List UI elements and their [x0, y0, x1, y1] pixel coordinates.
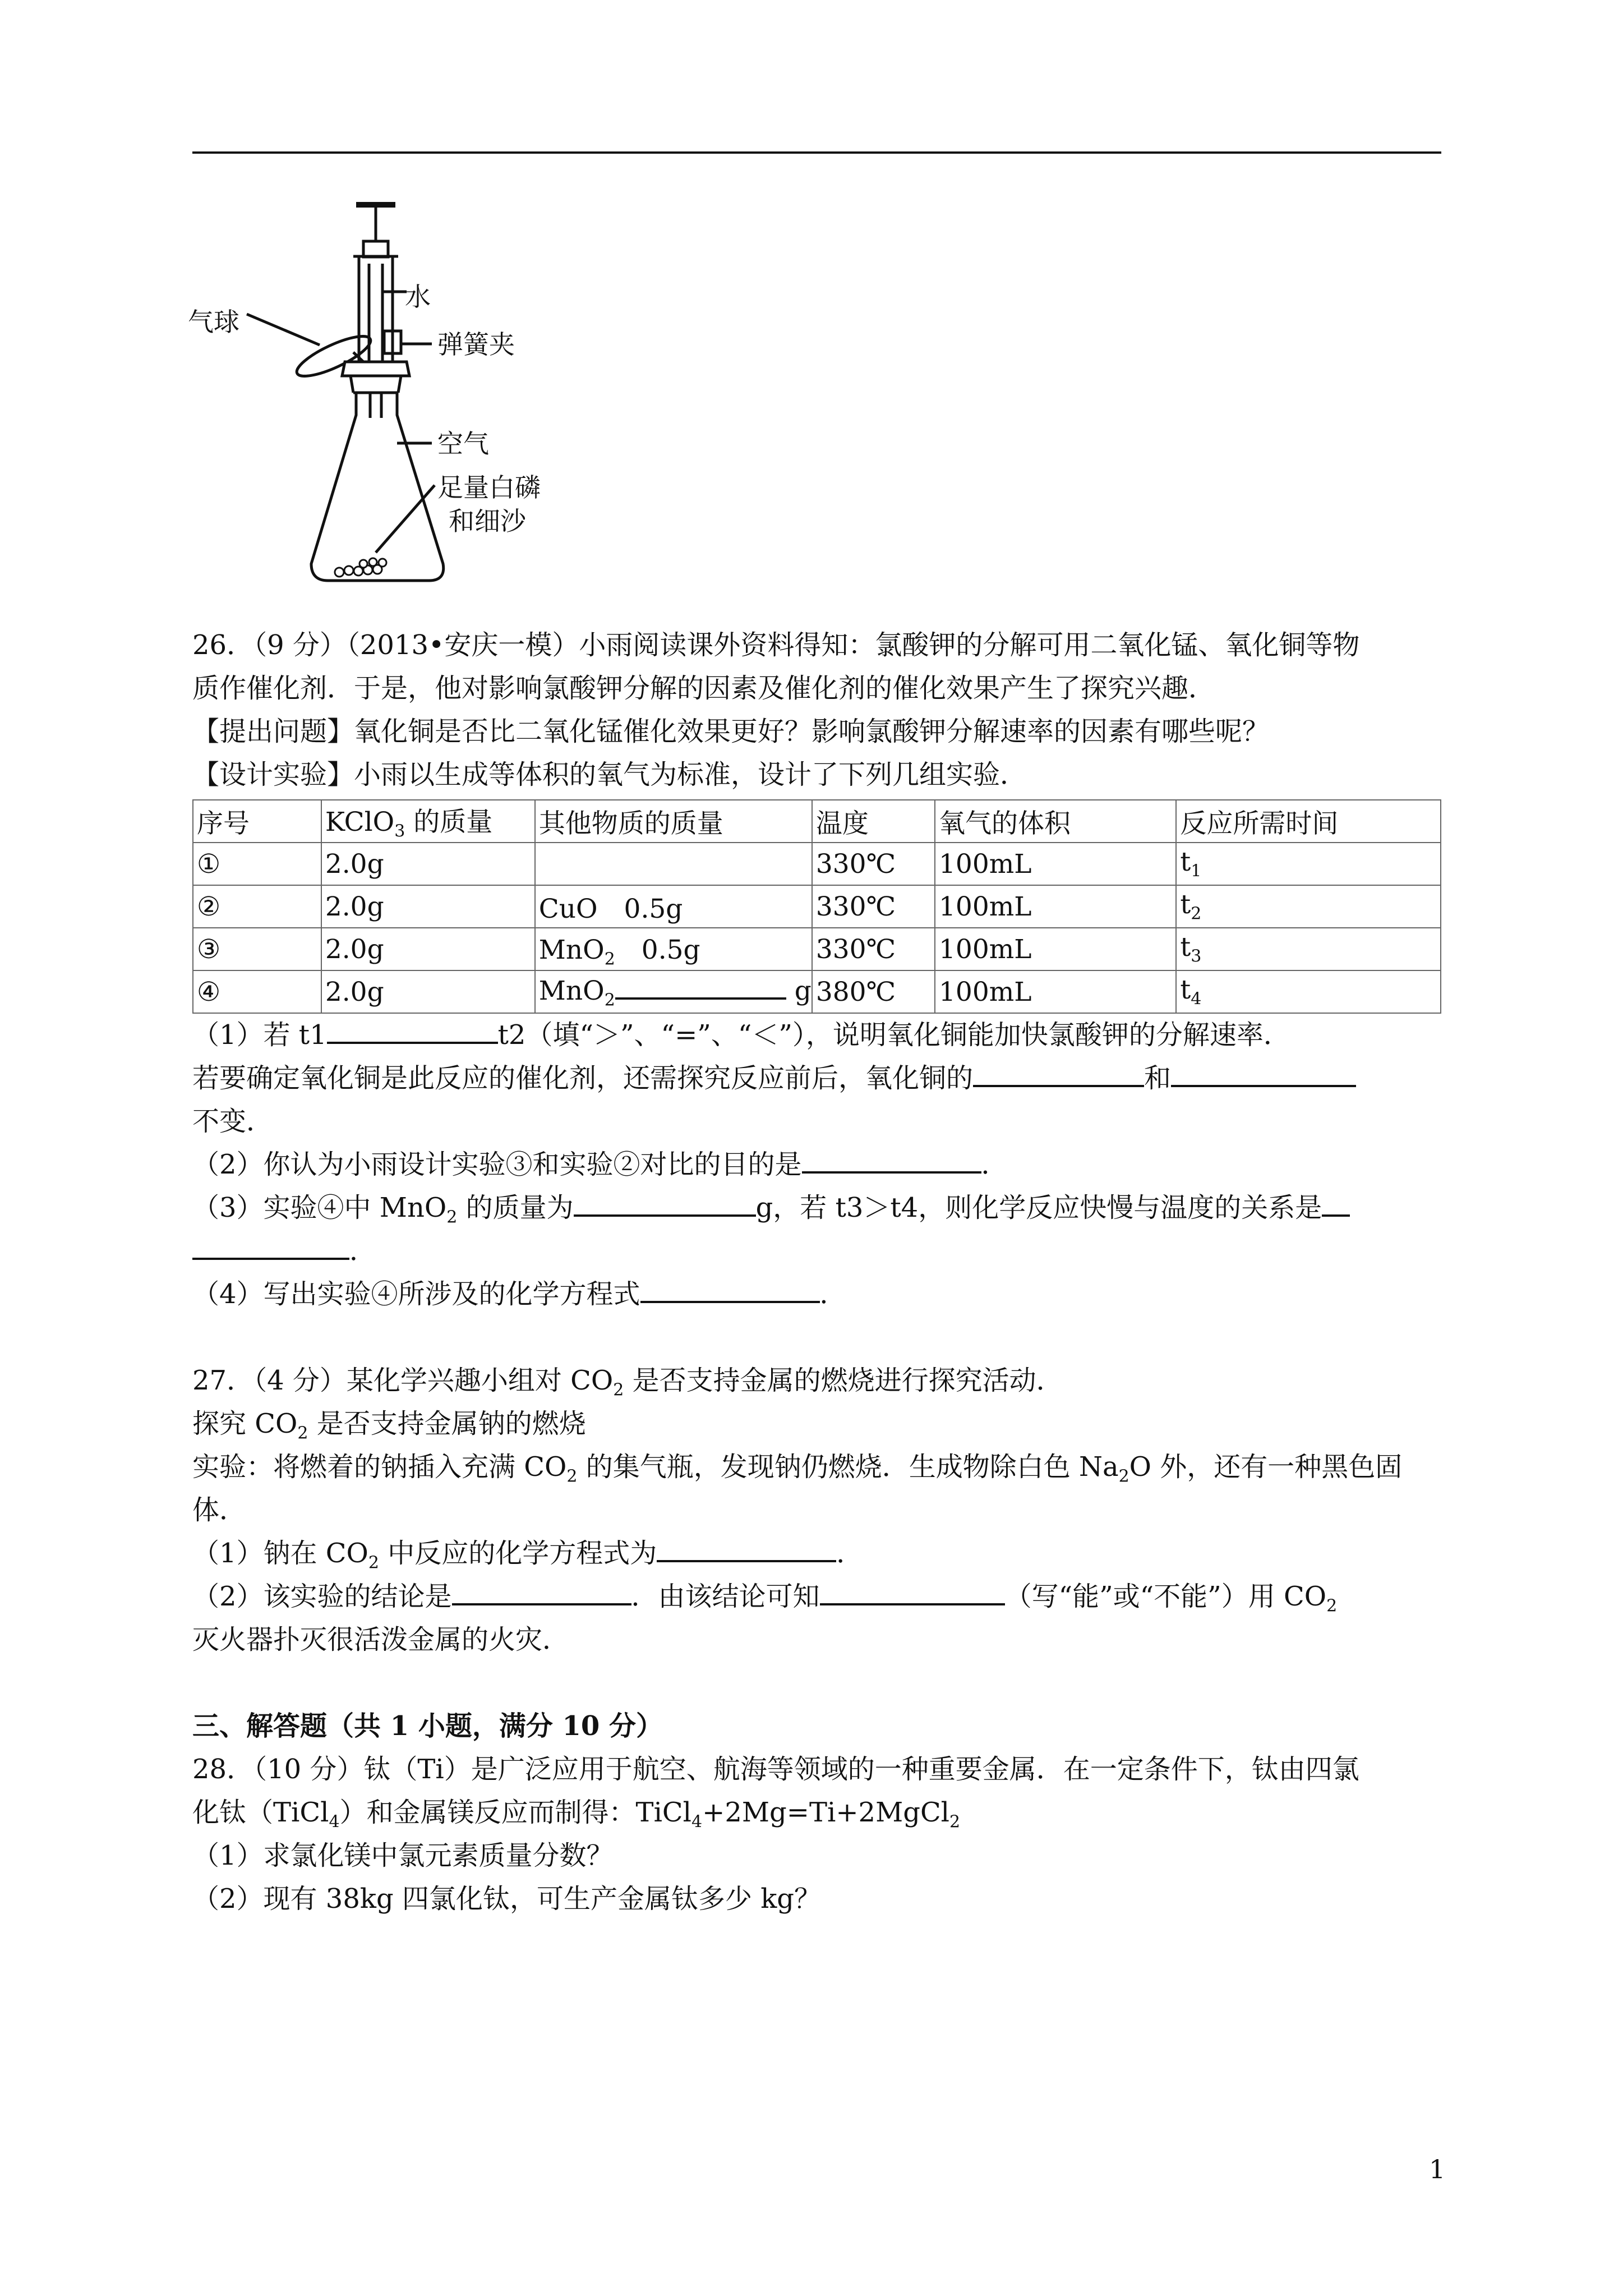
table-header-row: [193, 800, 1441, 843]
table-cell: 330℃: [812, 843, 935, 885]
label-air: 空气: [437, 429, 489, 459]
table-cell: 2.0g: [321, 928, 535, 970]
table-cell: ①: [193, 843, 321, 885]
header-rule: [192, 151, 1441, 154]
answer-blank[interactable]: [1322, 1191, 1350, 1217]
table-row: [193, 928, 1441, 970]
table-cell: 100mL: [935, 843, 1176, 885]
q27-line2: 探究 $CO_2$ 是否支持金属钠的燃烧: [192, 1408, 586, 1443]
q26-line3: 【提出问题】氧化铜是否比二氧化锰催化效果更好？影响氯酸钾分解速率的因素有哪些呢？: [192, 716, 1270, 747]
answer-blank[interactable]: [640, 1277, 820, 1303]
q27-line4: 体．: [192, 1494, 247, 1526]
q26-sub1-end: 不变．: [192, 1106, 274, 1137]
q27-sub2: （2）该实验的结论是 ．由该结论可知 （写“能”或“不能”）用 $CO_2$: [192, 1581, 1338, 1616]
q26-line4: 【设计实验】小雨以生成等体积的氧气为标准，设计了下列几组实验．: [192, 759, 1027, 790]
answer-blank[interactable]: [802, 1148, 981, 1174]
answer-blank[interactable]: [327, 1018, 498, 1044]
table-header: 序号: [193, 800, 321, 843]
answer-blank[interactable]: [452, 1580, 631, 1605]
table-cell: $t_3$: [1176, 928, 1441, 970]
answer-blank[interactable]: [820, 1580, 1005, 1605]
label-fine-sand: 和细沙: [449, 506, 526, 536]
label-white-phosphorus: 足量白磷: [437, 472, 541, 503]
section-heading: 三、解答题（共 1 小题，满分 10 分）: [192, 1710, 663, 1742]
answer-blank[interactable]: [657, 1536, 836, 1562]
answer-blank[interactable]: [192, 1234, 349, 1260]
table-cell: [535, 843, 812, 885]
answer-blank[interactable]: [973, 1061, 1144, 1087]
table-cell: MnO$_2$ 0.5g: [535, 928, 812, 970]
table-header: 反应所需时间: [1176, 800, 1441, 843]
table-header: 氧气的体积: [935, 800, 1176, 843]
table-cell: $t_4$: [1176, 970, 1441, 1013]
q26-line1: 26．（9 分）（2013•安庆一模）小雨阅读课外资料得知：氯酸钾的分解可用二氧化锰、氧化铜等物: [192, 629, 1360, 661]
answer-blank[interactable]: [574, 1191, 756, 1217]
q26-line2: 质作催化剂．于是，他对影响氯酸钾分解的因素及催化剂的催化效果产生了探究兴趣．: [192, 673, 1216, 704]
table-header: 其他物质的质量: [535, 800, 812, 843]
table-cell: 380℃: [812, 970, 935, 1013]
q27-sub1: （1）钠在 $CO_2$ 中反应的化学方程式为 ．: [192, 1538, 864, 1573]
label-spring-clip: 弹簧夹: [437, 329, 515, 360]
table-cell: 330℃: [812, 928, 935, 970]
page-number: 1: [1429, 2154, 1446, 2184]
table-cell: CuO 0.5g: [535, 885, 812, 928]
q26-sub1: （1）若 t1 t2（填“＞”、“=”、“＜”），说明氧化铜能加快氯酸钾的分解速率．: [192, 1019, 1290, 1051]
q26-sub4: （4）写出实验④所涉及的化学方程式 ．: [192, 1278, 847, 1310]
q27-line3: 实验：将燃着的钠插入充满 $CO_2$ 的集气瓶，发现钠仍燃烧．生成物除白色 $Na_2O$ 外，还有一种黑色固: [192, 1451, 1403, 1487]
table-row: [193, 843, 1441, 885]
table-cell: 2.0g: [321, 885, 535, 928]
table-cell: $t_1$: [1176, 843, 1441, 885]
q27-line1: 27．（4 分）某化学兴趣小组对 $CO_2$ 是否支持金属的燃烧进行探究活动．: [192, 1365, 1063, 1400]
table-cell: 100mL: [935, 970, 1176, 1013]
experiment-table: [192, 799, 1441, 1014]
table-cell: ②: [193, 885, 321, 928]
q26-sub1-cont: 若要确定氧化铜是此反应的催化剂，还需探究反应前后，氧化铜的 和: [192, 1061, 1356, 1095]
q28-line2: 化钛（TiCl$_4$）和金属镁反应而制得：TiCl$_4$+2Mg=Ti+2MgCl$_2$: [192, 1797, 961, 1832]
q28-line1: 28．（10 分）钛（Ti）是广泛应用于航空、航海等领域的一种重要金属．在一定条件下，钛由四氯: [192, 1754, 1359, 1785]
table-header: KClO$_3$ 的质量: [321, 800, 535, 843]
q27-sub2-cont: 灭火器扑灭很活泼金属的火灾．: [192, 1624, 570, 1655]
label-balloon: 气球: [188, 307, 239, 337]
q26-sub3: （3）实验④中 MnO$_2$ 的质量为 g，若 t3＞t4，则化学反应快慢与温度的关系是: [192, 1191, 1350, 1235]
q28-sub2: （2）现有 38kg 四氯化钛，可生产金属钛多少 kg？: [192, 1883, 822, 1915]
table-cell: 100mL: [935, 928, 1176, 970]
table-cell: ④: [193, 970, 321, 1013]
q26-sub3-cont: ．: [192, 1234, 376, 1268]
table-cell: MnO$_2$ g: [535, 970, 812, 1013]
table-cell: ③: [193, 928, 321, 970]
table-cell: 330℃: [812, 885, 935, 928]
q26-sub2: （2）你认为小雨设计实验③和实验②对比的目的是 ．: [192, 1149, 1008, 1180]
table-cell: $t_2$: [1176, 885, 1441, 928]
label-water: 水: [405, 282, 431, 312]
answer-blank[interactable]: [1171, 1061, 1356, 1087]
q28-sub1: （1）求氯化镁中氯元素质量分数？: [192, 1840, 614, 1871]
table-row: [193, 885, 1441, 928]
table-cell: 2.0g: [321, 970, 535, 1013]
table-row: [193, 970, 1441, 1013]
table-cell: 100mL: [935, 885, 1176, 928]
table-cell: 2.0g: [321, 843, 535, 885]
table-header: 温度: [812, 800, 935, 843]
apparatus-figure: [185, 194, 589, 597]
